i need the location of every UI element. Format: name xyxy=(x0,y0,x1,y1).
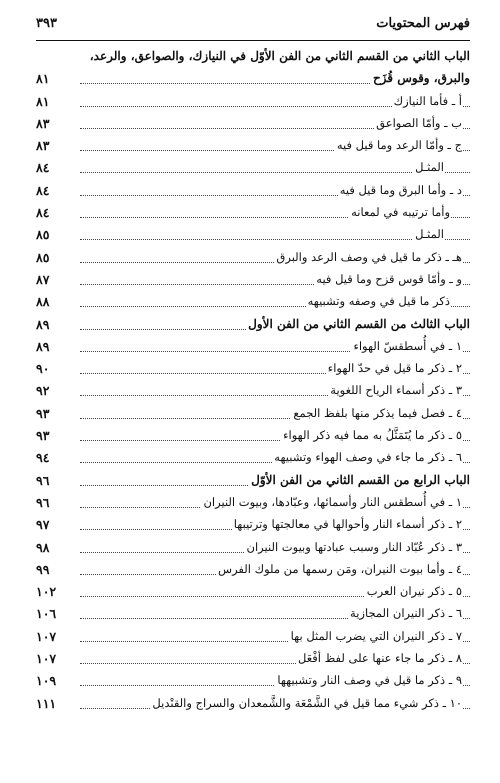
entry-title: ١٠ ـ ذكر شيء مما قيل في الشَّمْعَة والشَّمعدان والسراج والقنْديل xyxy=(152,695,462,710)
entry-title: ٥ ـ ذكر نيران العرب xyxy=(366,584,462,599)
entry-title: ٩ ـ ذكر ما قيل في وصف النار وتشبيهها xyxy=(277,673,462,688)
page-header xyxy=(36,10,470,36)
entry-page-number: ٩٣ xyxy=(36,405,50,421)
entry-page-number: ٩٢ xyxy=(36,383,50,399)
entry-page-number: ١٠٧ xyxy=(36,628,57,644)
toc-chapter-heading xyxy=(36,314,470,336)
entry-title: ج ـ وأمّا الرعد وما قيل فيه xyxy=(336,138,462,153)
entry-title: ٦ ـ ذكر النيران المجازية xyxy=(350,606,462,621)
chapter-title: والبرق، وقوس قُزَح xyxy=(372,71,470,86)
toc-entry xyxy=(36,403,470,425)
entry-title: وأما ترتيبه في لمعانه xyxy=(351,205,450,220)
entry-title: ١ ـ في أُسطقسّ الهواء xyxy=(353,338,462,353)
entry-page-number: ٨١ xyxy=(36,93,50,109)
toc-entry xyxy=(36,380,470,402)
toc-entry xyxy=(36,224,470,246)
entry-page-number: ٨٥ xyxy=(36,227,50,243)
toc-entry xyxy=(36,91,470,113)
toc-entry xyxy=(36,537,470,559)
toc-entry xyxy=(36,626,470,648)
entry-title: ٨ ـ ذكر ما جاء عنها على لفظ أفْعَل xyxy=(297,651,462,666)
entry-page-number: ٩٦ xyxy=(36,494,50,510)
entry-page-number: ٩٩ xyxy=(36,561,50,577)
entry-page-number: ٨١ xyxy=(36,71,50,87)
entry-title: هـ ـ ذكر ما قيل في وصف الرعد والبرق xyxy=(276,249,462,264)
entry-page-number: ٩٤ xyxy=(36,450,50,466)
entry-page-number: ٨٣ xyxy=(36,115,50,131)
toc-entry xyxy=(36,447,470,469)
entry-title: ١ ـ في أُسطقس النار وأسمائها، وعبّادها، وبيوت النيران xyxy=(203,494,462,509)
entry-page-number: ٨٩ xyxy=(36,316,50,332)
toc-entry xyxy=(36,648,470,670)
page-title: فهرس المحتويات xyxy=(376,15,470,31)
entry-title: ب ـ وأمّا الصواعق xyxy=(376,115,462,130)
toc-entry xyxy=(36,559,470,581)
entry-page-number: ١٠٧ xyxy=(36,651,57,667)
toc-entry xyxy=(36,358,470,380)
entry-page-number: ٨٩ xyxy=(36,338,50,354)
entry-title: ٢ ـ ذكر أسماء النار وأحوالها في معالجتها وترتيبها xyxy=(233,517,462,532)
entry-title: ذكر ما قيل في وصفه وتشبيهه xyxy=(307,294,450,309)
toc-entry xyxy=(36,670,470,692)
entry-title: د ـ وأما البرق وما قيل فيه xyxy=(339,182,462,197)
entry-page-number: ٩٦ xyxy=(36,472,50,488)
entry-title: أ ـ فأما النيازك xyxy=(393,93,462,108)
entry-page-number: ٩٨ xyxy=(36,539,50,555)
toc-chapter-heading xyxy=(36,68,470,90)
entry-page-number: ٨٤ xyxy=(36,182,50,198)
entry-title: المثـل xyxy=(415,227,444,242)
entry-title: ٤ ـ وأما بيوت النيران، ومَن رسمها من ملوك الفرس xyxy=(218,561,462,576)
chapter-title-line: الباب الثاني من القسم الثاني من الفن الأوّل في النيازك، والصواعق، والرعد، xyxy=(89,49,470,63)
toc-entry xyxy=(36,581,470,603)
entry-page-number: ٨٧ xyxy=(36,271,50,287)
entry-page-number: ٨٤ xyxy=(36,205,50,221)
entry-title: المثـل xyxy=(415,160,444,175)
dot-leader xyxy=(80,239,470,240)
entry-title: ٧ ـ ذكر النيران التي يضرب المثل بها xyxy=(290,628,462,643)
entry-page-number: ٨٣ xyxy=(36,138,50,154)
entry-title: ٦ ـ ذكر ما جاء في وصف الهواء وتشبيهه xyxy=(274,450,462,465)
entry-title: ٢ ـ ذكر ما قيل في حدّ الهواء xyxy=(327,361,462,376)
toc-entry xyxy=(36,492,470,514)
toc-entry xyxy=(36,336,470,358)
entry-title: ٣ ـ ذكر أسماء الرياح اللغوية xyxy=(330,383,462,398)
entry-page-number: ٨٤ xyxy=(36,160,50,176)
toc-entry xyxy=(36,247,470,269)
entry-page-number: ٩٣ xyxy=(36,428,50,444)
toc-entry xyxy=(36,603,470,625)
toc-entry xyxy=(36,180,470,202)
header-rule xyxy=(36,40,470,41)
entry-title: ٣ ـ ذكر عُبّاد النار وسبب عبادتها وبيوت النيران xyxy=(246,539,462,554)
toc-entry xyxy=(36,291,470,313)
entry-page-number: ١١١ xyxy=(36,695,57,711)
entry-page-number: ٨٥ xyxy=(36,249,50,265)
toc-entry xyxy=(36,135,470,157)
page-number: ٣٩٣ xyxy=(36,15,57,31)
entry-page-number: ١٠٩ xyxy=(36,673,57,689)
toc-entry xyxy=(36,269,470,291)
entry-page-number: ٩٧ xyxy=(36,517,50,533)
chapter-title: الباب الرابع من القسم الثاني من الفن الأوّل xyxy=(251,472,470,487)
dot-leader xyxy=(80,172,470,173)
toc-entry xyxy=(36,425,470,447)
entry-title: ٥ ـ ذكر ما يُتَمَثَّلُ به مما فيه ذكر الهواء xyxy=(283,428,462,443)
toc-entry xyxy=(36,113,470,135)
table-of-contents xyxy=(36,46,470,715)
toc-chapter-heading xyxy=(36,46,470,68)
toc-chapter-heading xyxy=(36,470,470,492)
entry-page-number: ٨٨ xyxy=(36,294,50,310)
toc-entry xyxy=(36,514,470,536)
toc-entry xyxy=(36,693,470,715)
toc-entry xyxy=(36,157,470,179)
entry-title: و ـ وأمّا قوس قزح وما قيل فيه xyxy=(316,271,462,286)
entry-page-number: ١٠٦ xyxy=(36,606,57,622)
entry-title: ٤ ـ فصل فيما يذكر منها بلفظ الجمع xyxy=(293,405,462,420)
chapter-title: الباب الثالث من القسم الثاني من الفن الأول xyxy=(248,316,470,331)
entry-page-number: ٩٠ xyxy=(36,361,50,377)
toc-entry xyxy=(36,202,470,224)
entry-page-number: ١٠٢ xyxy=(36,584,57,600)
